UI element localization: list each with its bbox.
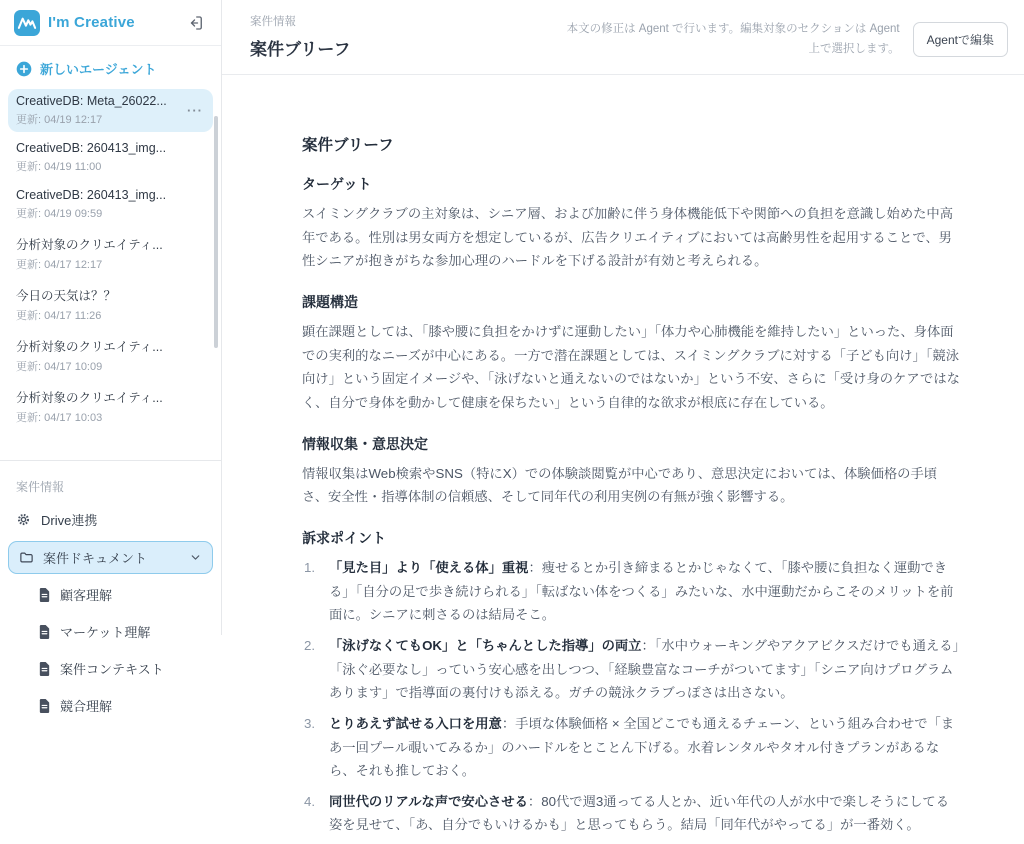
chat-title: 分析対象のクリエイティ... [16,340,163,354]
chat-item-text [16,188,166,221]
chevron-down-icon [189,551,202,564]
chat-item-text [16,141,166,174]
appeal-point-text: ：痩せるとか引き締まるとかじゃなくて、「膝や腰に負担なく運動できる」「自分の足で歩き続けられる」「転ばない体をつくる」みたいな、水中運動だからこそのメリットを前面に。シニアに刺さるのは結局そこ。 [329,559,954,623]
brief-document [302,75,962,837]
new-agent-button[interactable] [0,46,221,87]
section-body-info: 情報収集はWeb検索やSNS（特にX）での体験談閲覧が中心であり、意思決定においては、体験価格の手頃さ、安全性・指導体制の信頼感、そして同年代の利用実例の有無が強く影響する。 [302,465,938,505]
app-logo-icon [14,10,40,36]
sidebar-item-docs-folder[interactable] [8,541,213,574]
drive-label: Drive連携 [41,513,98,528]
appeal-point-text: ：80代で週3通ってる人とか、近い年代の人が水中で楽しそうにしてる姿を見せて、「あ、自分でもいけるかも」と思ってもらう。結局「同年代がやってる」が一番効く。 [329,793,950,833]
agent-edit-note-line2: 上で選択します。 [808,43,900,56]
document-icon [38,588,51,602]
agent-edit-note [567,19,900,59]
chat-title: CreativeDB: 260413_img... [16,188,167,202]
appeal-points-list [302,556,962,837]
sidebar-doc-item[interactable] [0,650,221,687]
chat-list-item[interactable] [8,183,213,226]
chat-list-item[interactable] [8,230,213,277]
chat-updated: 更新: 04/19 11:00 [16,161,102,173]
sidebar-section-label: 案件情報 [16,480,65,494]
section-heading-target: ターゲット [302,176,372,192]
section-body-issues: 顕在課題としては、「膝や腰に負担をかけずに運動したい」「体力や心肺機能を維持したい」といった、身体面での実利的なニーズが中心にある。一方で潜在課題としては、スイミングクラブに対する「子ども向け」「競泳向け」という固定イメージや、「泳げないと通えないのではないか」という不安、さらに「受け身のケアではなく、自分で身体を動かして健康を保ちたい」という自律的な欲求が根底に存在している。 [302,323,960,410]
chat-updated: 更新: 04/17 11:26 [16,310,102,322]
document-viewport[interactable] [222,75,1024,844]
doc-label: 競合理解 [60,699,113,714]
sidebar-item-drive[interactable] [0,501,221,538]
sidebar [0,0,222,714]
appeal-point-lead: とりあえず試せる入口を用意 [329,715,502,731]
chat-list-item[interactable] [8,281,213,328]
chat-title: CreativeDB: Meta_26022... [16,94,167,108]
main-header-right [567,19,1008,59]
appeal-point-lead: 「見た目」より「使える体」重視 [329,559,529,575]
section-body-target: スイミングクラブの主対象は、シニア層、および加齢に伴う身体機能低下や関節への負担を意識し始めた中高年である。性別は男女両方を想定しているが、広告クリエイティブにおいては高齢男性を起用することで、男性シニアが抱きがちな参加心理のハードルを下げる設計が有効と考えられる。 [302,206,954,269]
appeal-point-item [302,790,962,837]
document-icon [38,662,51,676]
agent-edit-note-line1: 本文の修正は Agent で行います。編集対象のセクションは Agent [566,23,900,35]
breadcrumb: 案件情報 [250,16,296,28]
chat-list [0,87,221,434]
sidebar-doc-item[interactable] [0,613,221,650]
section-heading-issues: 課題構造 [302,293,358,310]
new-agent-label: 新しいエージェント [40,62,157,77]
chat-title: CreativeDB: 260413_img... [16,141,167,155]
edit-with-agent-button[interactable]: Agentで編集 [913,22,1008,57]
document-icon [38,625,51,639]
sidebar-header [0,0,221,46]
sidebar-collapse-button[interactable] [185,12,207,34]
chat-updated: 更新: 04/17 10:03 [16,412,103,424]
section-heading-appeal: 訴求ポイント [302,529,386,546]
sidebar-doc-item[interactable] [0,687,221,724]
main-area [222,0,1024,833]
chat-title: 今日の天気は？？ [16,289,117,303]
more-options-icon[interactable]: ··· [187,103,203,118]
brand-name: I'm Creative [48,14,135,31]
gear-icon [16,512,31,527]
chat-item-text [16,235,163,272]
doc-label: 顧客理解 [60,588,113,603]
chat-title: 分析対象のクリエイティ... [16,391,163,405]
sidebar-scrollbar[interactable] [214,116,218,348]
main-header [222,0,1024,75]
docs-folder-label: 案件ドキュメント [43,551,148,566]
chat-updated: 更新: 04/17 10:09 [16,361,103,373]
section-heading-info: 情報収集・意思決定 [302,435,428,452]
chat-item-text [16,388,163,425]
chat-list-item[interactable] [8,89,213,132]
chat-updated: 更新: 04/19 09:59 [16,208,103,220]
page-title: 案件ブリーフ [250,40,351,59]
sidebar-doc-item[interactable] [0,576,221,613]
appeal-point-lead: 「泳げなくてもOK」と「ちゃんとした指導」の両立 [329,637,642,653]
chat-item-text [16,94,167,127]
document-title: 案件ブリーフ [302,137,394,154]
chat-updated: 更新: 04/17 12:17 [16,259,103,271]
chat-list-item[interactable] [8,136,213,179]
plus-circle-icon [16,61,32,77]
appeal-point-item [302,712,962,783]
doc-label: 案件コンテキスト [60,662,164,677]
chat-item-text [16,286,116,323]
folder-icon [19,550,34,565]
chat-list-item[interactable] [8,332,213,379]
chat-list-item[interactable] [8,383,213,430]
chat-item-text [16,337,163,374]
main-header-left [250,13,350,60]
brand [14,10,135,36]
doc-label: マーケット理解 [60,625,151,640]
appeal-point-item [302,556,962,627]
docs-list [0,576,221,724]
appeal-point-item [302,634,962,705]
appeal-point-text: ：手頃な体験価格 × 全国どこでも通えるチェーン、という組み合わせで「まあ一回プール覗いてみるか」のハードルをとことん下げる。水着レンタルやタオル付きプランがあるなら、それも推しておく。 [329,715,955,779]
appeal-point-text: ：「水中ウォーキングやアクアビクスだけでも通える」「泳ぐ必要なし」っていう安心感を出しつつ、「経験豊富なコーチがついてます」「シニア向けプログラムあります」で指導面の裏付けも添える。ガチの競泳クラブっぽさは出さない。 [329,637,960,701]
sidebar-collapse-icon [187,14,205,32]
appeal-point-lead: 同世代のリアルな声で安心させる [329,793,528,809]
chat-title: 分析対象のクリエイティ... [16,238,163,252]
chat-updated: 更新: 04/19 12:17 [16,114,103,126]
document-icon [38,699,51,713]
